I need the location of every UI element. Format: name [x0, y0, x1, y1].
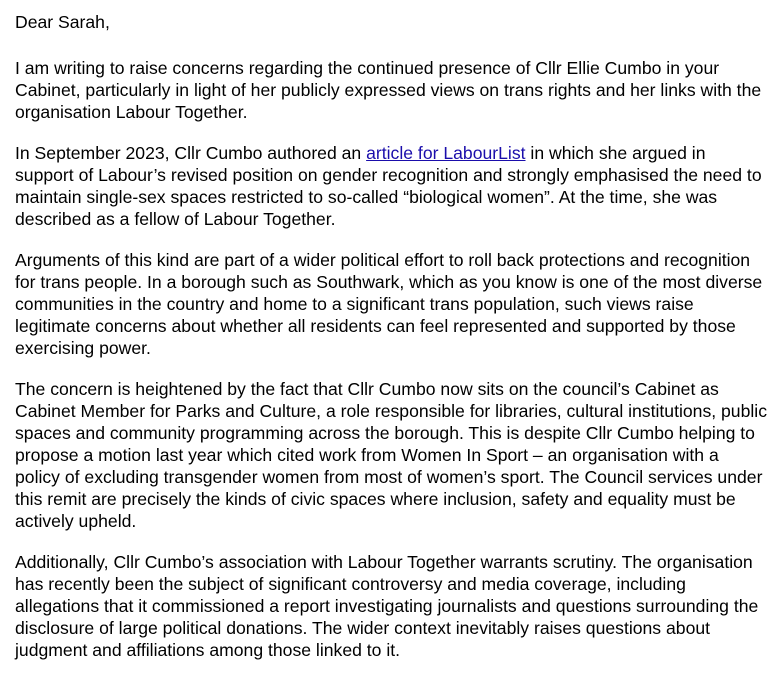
paragraph-article: [15, 142, 767, 230]
labourlist-article-link[interactable]: article for LabourList: [366, 143, 526, 163]
paragraph-cabinet-role: The concern is heightened by the fact that Cllr Cumbo now sits on the council’s Cabinet as Cabinet Member for Parks and Culture, a role responsible for libraries, cultural institutions, public spaces and community programming across the borough. This is despite Cllr Cumbo helping to propose a motion last year which cited work from Women In Sport – an organisation with a policy of excluding transgender women from most of women’s sport. The Council services under this remit are precisely the kinds of civic spaces where inclusion, safety and equality must be actively upheld.: [15, 379, 767, 531]
paragraph-article-intro: In September 2023, Cllr Cumbo authored an: [15, 143, 367, 163]
letter-body: [15, 11, 767, 680]
paragraph-concerns: I am writing to raise concerns regarding the continued presence of Cllr Ellie Cumbo in your Cabinet, particularly in light of her publicly expressed views on trans rights and her links with the organisation Labour Together.: [15, 58, 762, 122]
paragraph-labour-together: Additionally, Cllr Cumbo’s association with Labour Together warrants scrutiny. The organisation has recently been the subject of significant controversy and media coverage, including allegations that it commissioned a report investigating journalists and questions surrounding the disclosure of large political donations. The wider context inevitably raises questions about judgment and affiliations among those linked to it.: [15, 552, 759, 660]
paragraph-article-rest: in which she argued in support of Labour’s revised position on gender recognition and strongly emphasised the need to maintain single-sex spaces restricted to so-called “biological women”. At the time, she was described as a fellow of Labour Together.: [15, 143, 762, 229]
salutation: Dear Sarah,: [15, 12, 110, 32]
paragraph-wider-effort: Arguments of this kind are part of a wider political effort to roll back protections and recognition for trans people. In a borough such as Southwark, which as you know is one of the most diverse communities in the country and home to a significant trans population, such views raise legitimate concerns about whether all residents can feel represented and supported by those exercising power.: [15, 250, 763, 358]
